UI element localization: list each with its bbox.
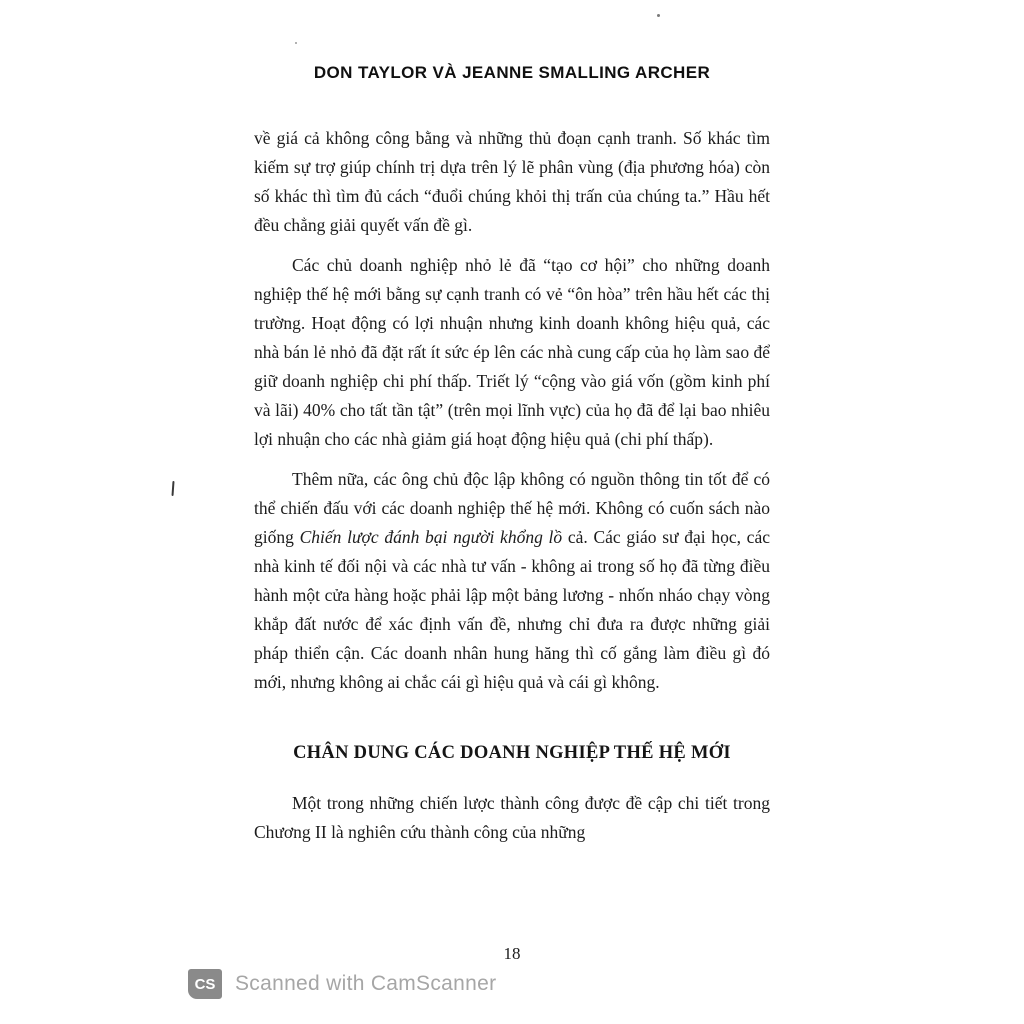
running-header: DON TAYLOR VÀ JEANNE SMALLING ARCHER bbox=[313, 63, 711, 82]
book-title-italic: Chiến lược đánh bại người khổng lồ bbox=[299, 527, 563, 547]
camscanner-watermark-text: Scanned with CamScanner bbox=[235, 972, 497, 995]
paragraph-information-text-after: cả. Các giáo sư đại học, các nhà kinh tế đối nội và các nhà tư vấn - không ai trong số họ đã từng điều hành một cửa hàng hoặc phải lập một bảng lương - nhốn nháo chạy vòng khắp đất nước để xác định vấn đề, nhưng chỉ đưa ra được những giải pháp thiển cận. Các doanh nhân hung hăng thì cố gắng làm điều gì đó mới, nhưng không ai chắc cái gì hiệu quả và cái gì không. bbox=[254, 527, 770, 692]
page-number: 18 bbox=[503, 944, 521, 963]
camscanner-logo-icon: CS bbox=[188, 969, 222, 999]
scan-speck bbox=[657, 14, 660, 17]
paragraph-continuation: về giá cả không công bằng và những thủ đoạn cạnh tranh. Số khác tìm kiếm sự trợ giúp chính trị dựa trên lý lẽ phân vùng (địa phương hóa) còn số khác thì tìm đủ cách “đuổi chúng khỏi thị trấn của chúng ta.” Hầu hết đều chẳng giải quyết vấn đề gì. bbox=[254, 128, 770, 235]
scan-artifact-mark bbox=[171, 481, 174, 496]
paragraph-information-text-before: Thêm nữa, các ông chủ độc lập không có nguồn thông tin tốt để có thể chiến đấu với các doanh nghiệp thế hệ mới. Không có cuốn sách nào giống bbox=[254, 469, 770, 547]
scan-speck bbox=[295, 42, 297, 44]
paragraph-information bbox=[254, 465, 770, 697]
paragraph-opportunity: Các chủ doanh nghiệp nhỏ lẻ đã “tạo cơ hội” cho những doanh nghiệp thế hệ mới bằng sự cạnh tranh có vẻ “ôn hòa” trên hầu hết các thị trường. Hoạt động có lợi nhuận nhưng kinh doanh không hiệu quả, các nhà bán lẻ nhỏ đã đặt rất ít sức ép lên các nhà cung cấp của họ làm sao để giữ doanh nghiệp chi phí thấp. Triết lý “cộng vào giá vốn (gồm kinh phí và lãi) 40% cho tất tần tật” (trên mọi lĩnh vực) của họ đã để lại bao nhiêu lợi nhuận cho các nhà giảm giá hoạt động hiệu quả (chi phí thấp). bbox=[254, 255, 770, 449]
section-heading: CHÂN DUNG CÁC DOANH NGHIỆP THẾ HỆ MỚI bbox=[293, 743, 731, 763]
camscanner-watermark bbox=[188, 969, 496, 999]
paragraph-strategy: Một trong những chiến lược thành công được đề cập chi tiết trong Chương II là nghiên cứu thành công của những bbox=[254, 793, 770, 842]
text-column bbox=[254, 124, 770, 847]
